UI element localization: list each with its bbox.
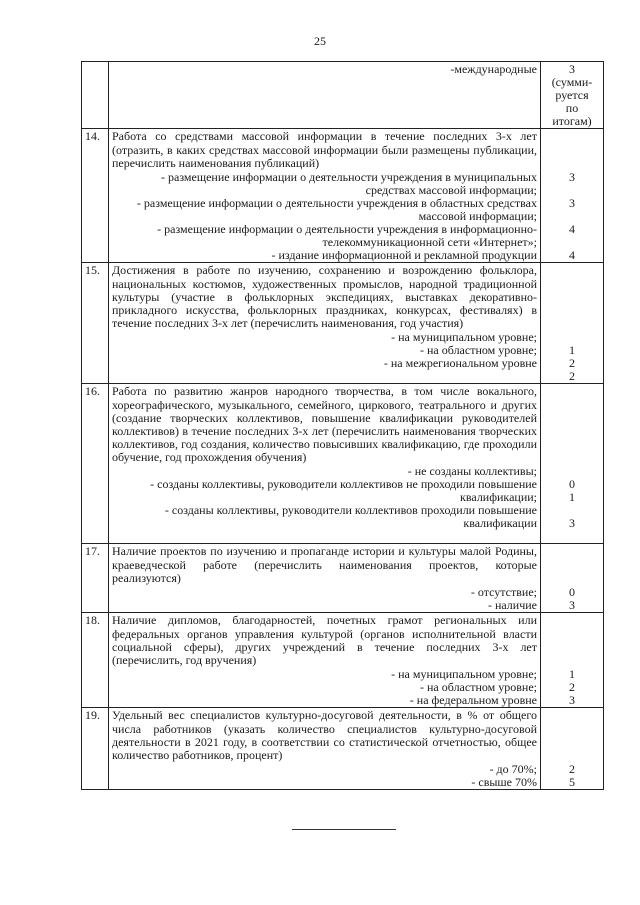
option-text: - на областном уровне; bbox=[420, 342, 537, 357]
criterion-heading: Удельный вес специалистов культурно-досуговой деятельности, в % от общего числа работников (указать количество специалистов культурно-досуговой деятельности в 2021 году, в соответствии со статистической отчетностью, общее количество работников, процент) bbox=[112, 708, 537, 762]
score-value: 2 bbox=[569, 680, 575, 695]
score-value: 0 bbox=[569, 585, 575, 600]
score-value: 4 bbox=[569, 222, 575, 237]
score-value: 4 bbox=[569, 248, 575, 263]
score-cell bbox=[541, 129, 604, 263]
score-value: 5 bbox=[569, 775, 575, 790]
option-text: - размещение информации о деятельности учреждения в информационно-телекоммуникационной сети «Интернет»; bbox=[157, 221, 537, 249]
table-row bbox=[82, 129, 604, 263]
score-value: 2 bbox=[569, 762, 575, 777]
score-value: 3 bbox=[569, 598, 575, 613]
score-cell bbox=[541, 263, 604, 384]
score-value: 0 bbox=[569, 477, 575, 492]
row-number: 14. bbox=[82, 129, 109, 263]
table-row bbox=[82, 613, 604, 708]
table-row bbox=[82, 708, 604, 790]
score-cell bbox=[541, 62, 604, 129]
table-row bbox=[82, 263, 604, 384]
score-value: 3 bbox=[569, 196, 575, 211]
row-number: 15. bbox=[82, 263, 109, 384]
criterion-heading: Достижения в работе по изучению, сохранению и возрождению фольклора, национальных костюмов, художественных промыслов, народной традиционной культуры (участие в фольклорных экспедициях, выставках декоративно-прикладного искусства, фольклорных праздниках, конкурсах, фестивалях) в течение последних 3-х лет (перечислить наименования, год участия) bbox=[112, 263, 537, 330]
score-value: 2 bbox=[569, 356, 575, 371]
option-text: - размещение информации о деятельности учреждения в областных средствах массовой информации; bbox=[136, 195, 537, 223]
criterion-heading: Наличие дипломов, благодарностей, почетных грамот региональных или федеральных органов управления культурой (органов исполнительной власти социальной сферы), других учреждений в течение последних 3-х лет (перечислить, год вручения) bbox=[112, 613, 537, 667]
option-text: - на межрегиональном уровне bbox=[383, 355, 537, 370]
table-row bbox=[82, 62, 604, 129]
score-value: 3 bbox=[569, 516, 575, 531]
option-text: - не созданы коллективы; bbox=[407, 464, 537, 479]
score-value: 3 (сумми-руется по итогам) bbox=[551, 62, 593, 129]
row-number: 16. bbox=[82, 384, 109, 544]
option-text: - созданы коллективы, руководители коллективов не проходили повышение квалификации; bbox=[150, 477, 537, 505]
score-value: 1 bbox=[569, 490, 575, 505]
score-cell bbox=[541, 384, 604, 544]
score-cell bbox=[541, 708, 604, 790]
score-cell bbox=[541, 544, 604, 613]
row-number: 17. bbox=[82, 544, 109, 613]
option-text: - на муниципальном уровне; bbox=[391, 666, 537, 681]
table-row bbox=[82, 384, 604, 544]
criterion-cell bbox=[109, 129, 541, 263]
criterion-heading: Работа по развитию жанров народного творчества, в том числе вокального, хореографического, музыкального, семейного, циркового, театрального и других (создание творческих коллективов, повышение квалификации руководителей коллективов) в течение последних 3-х лет (перечислить наименования творческих коллективов, год создания, количество повысивших квалификацию, где проходили обучение, год прохождения обучения) bbox=[112, 384, 537, 464]
row-number: 18. bbox=[82, 613, 109, 708]
criterion-cell bbox=[109, 62, 541, 129]
criterion-cell bbox=[109, 613, 541, 708]
option-text: - до 70%; bbox=[489, 761, 537, 776]
option-text: - размещение информации о деятельности учреждения в муниципальных средствах массовой информации; bbox=[161, 169, 537, 197]
criterion-cell bbox=[109, 263, 541, 384]
score-value: 3 bbox=[569, 693, 575, 708]
option-text: - свыше 70% bbox=[471, 774, 537, 789]
score-cell bbox=[541, 613, 604, 708]
score-value: 1 bbox=[569, 343, 575, 358]
option-text: - издание информационной и рекламной продукции bbox=[271, 247, 537, 262]
criterion-cell bbox=[109, 544, 541, 613]
option-text: - на федеральном уровне bbox=[409, 692, 537, 707]
option-text: - наличие bbox=[487, 597, 537, 612]
criteria-table bbox=[81, 61, 604, 790]
option-text: - на областном уровне; bbox=[420, 679, 537, 694]
criterion-cell bbox=[109, 384, 541, 544]
option-text: - созданы коллективы, руководители коллективов проходили повышение квалификации bbox=[164, 503, 537, 531]
criterion-heading: Наличие проектов по изучению и пропаганде истории и культуры малой Родины, краеведческой работе (перечислить наименования проектов, которые реализуются) bbox=[112, 544, 537, 585]
row-number bbox=[82, 62, 109, 129]
option-text: -международные bbox=[450, 62, 537, 76]
table-row bbox=[82, 544, 604, 613]
score-value: 3 bbox=[569, 170, 575, 185]
page-number: 25 bbox=[314, 34, 326, 48]
option-text: - на муниципальном уровне; bbox=[391, 329, 537, 344]
option-text: - отсутствие; bbox=[470, 584, 537, 599]
criterion-cell bbox=[109, 708, 541, 790]
score-value: 2 bbox=[569, 369, 575, 384]
score-value: 1 bbox=[569, 667, 575, 682]
row-number: 19. bbox=[82, 708, 109, 790]
criterion-heading: Работа со средствами массовой информации в течение последних 3-х лет (отразить, в каких средствах массовой информации были размещены публикации, перечислить наименования публикаций) bbox=[112, 129, 537, 170]
footer-rule bbox=[292, 829, 396, 830]
